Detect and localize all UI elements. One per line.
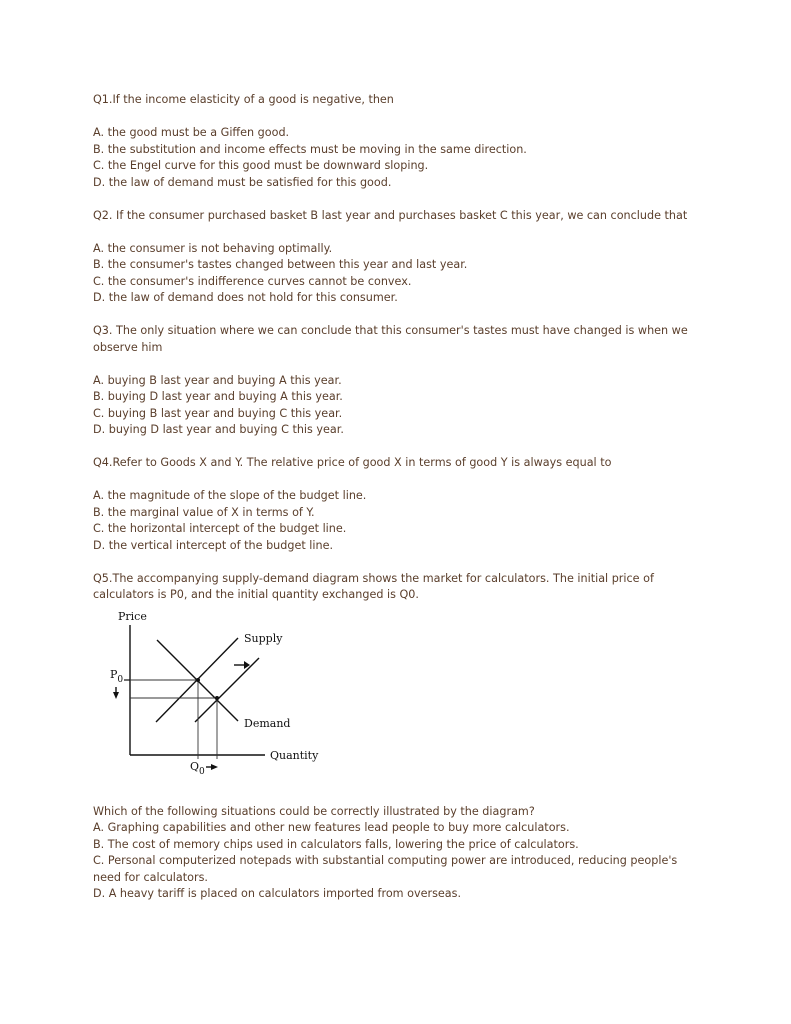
question-3-option-d: D. buying D last year and buying C this year. (93, 423, 344, 436)
question-1-option-b: B. the substitution and income effects must be moving in the same direction. (93, 142, 527, 156)
question-5-option-b: B. The cost of memory chips used in calculators falls, lowering the price of calculators. (93, 837, 579, 851)
quantity-right-arrow-icon (206, 764, 218, 770)
demand-label: Demand (244, 716, 291, 730)
question-3-option-c: C. buying B last year and buying C this year. (93, 406, 343, 420)
question-2-option-a: A. the consumer is not behaving optimally. (93, 241, 333, 255)
supply-curve-shifted (195, 658, 259, 722)
q0-label: $Q_0$ (190, 759, 205, 777)
question-4-option-d: D. the vertical intercept of the budget line. (93, 538, 334, 552)
question-5-followup: Which of the following situations could be correctly illustrated by the diagram? (93, 804, 535, 818)
question-5-option-d: D. A heavy tariff is placed on calculators imported from overseas. (93, 887, 462, 900)
shift-right-arrow-icon (234, 661, 250, 669)
quiz-document (93, 92, 703, 903)
question-4-prompt: Q4.Refer to Goods X and Y. The relative price of good X in terms of good Y is always equal to (93, 456, 612, 469)
question-2-prompt: Q2. If the consumer purchased basket B last year and purchases basket C this year, we can conclude that (93, 208, 688, 222)
question-5-option-a: A. Graphing capabilities and other new features lead people to buy more calculators. (93, 821, 570, 834)
question-4-option-a: A. the magnitude of the slope of the budget line. (93, 489, 367, 502)
equilibrium-point-initial (196, 678, 200, 682)
question-1-prompt: Q1.If the income elasticity of a good is negative, then (93, 93, 394, 106)
question-3-option-b: B. buying D last year and buying A this year. (93, 390, 343, 403)
question-3-prompt: Q3. The only situation where we can conclude that this consumer's tastes must have changed is when we observe him (93, 324, 688, 354)
question-3-option-a: A. buying B last year and buying A this year. (93, 373, 342, 387)
x-axis-label: Quantity (270, 748, 319, 762)
p0-label: $P_0$ (110, 667, 124, 685)
question-5-prompt: Q5.The accompanying supply-demand diagram shows the market for calculators. The initial price of calculators is P0, and the initial quantity exchanged is Q0. (93, 571, 654, 601)
question-2-option-d: D. the law of demand does not hold for this consumer. (93, 291, 398, 304)
y-axis-label: Price (118, 609, 147, 623)
question-1-option-c: C. the Engel curve for this good must be downward sloping. (93, 159, 429, 172)
question-2-option-c: C. the consumer's indifference curves cannot be convex. (93, 274, 412, 288)
question-5-option-c: C. Personal computerized notepads with substantial computing power are introduced, reducing people's need for calculators. (93, 854, 678, 884)
supply-demand-graph (98, 609, 338, 794)
question-1-option-a: A. the good must be a Giffen good. (93, 126, 290, 139)
supply-label: Supply (244, 631, 283, 645)
question-1-option-d: D. the law of demand must be satisfied for this good. (93, 175, 392, 189)
price-down-arrow-icon (113, 687, 119, 699)
question-4-option-c: C. the horizontal intercept of the budget line. (93, 522, 347, 535)
supply-demand-diagram (98, 609, 338, 794)
question-4-option-b: B. the marginal value of X in terms of Y. (93, 505, 315, 519)
question-2-option-b: B. the consumer's tastes changed between this year and last year. (93, 258, 468, 271)
equilibrium-point-new (215, 696, 219, 700)
